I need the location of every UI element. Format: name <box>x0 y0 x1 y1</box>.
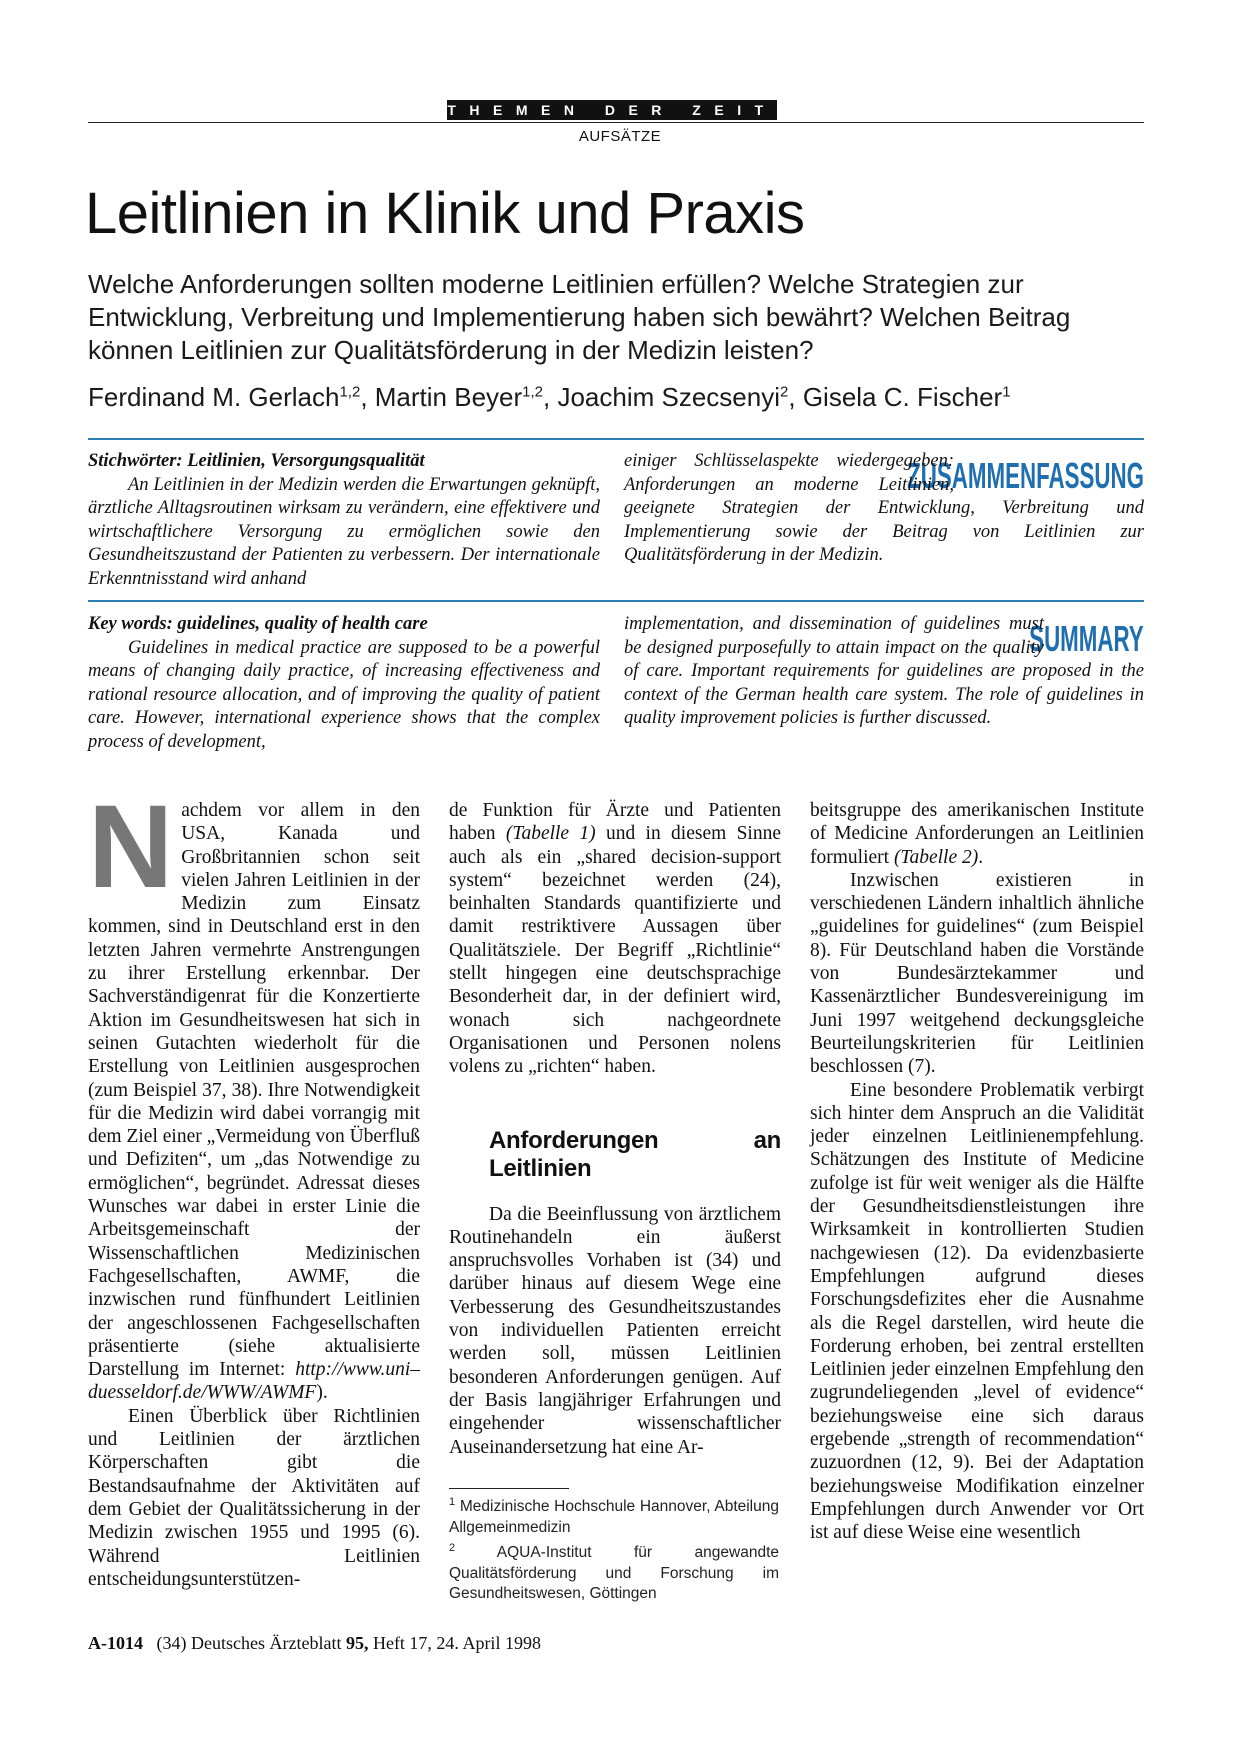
page-footer <box>88 1633 541 1654</box>
journal-name: Deutsches Ärzteblatt <box>191 1633 342 1653</box>
abstract-de-col1 <box>88 450 600 591</box>
footnote-rule <box>449 1488 569 1489</box>
abstract-en-text: Guidelines in medical practice are supposed to be a powerful means of changing daily practice, of increasing effectiveness and rational resource allocation, and of improving the quality of patient care. However, international experience shows that the complex process of development, <box>88 637 600 752</box>
label-spacer <box>954 450 1144 494</box>
page-number-paren: (34) <box>156 1633 187 1653</box>
page-number: A-1014 <box>88 1633 143 1653</box>
paragraph: Einen Überblick über Richtlinien und Leitlinien der ärztlichen Körperschaften gibt die Bestandsaufnahme der Aktivitäten auf dem Gebiet der Qualitätssicherung in der Medizin zwischen 1955 und 1995 (6). Während Leitlinien entscheidungsunterstützen- <box>88 1405 420 1590</box>
abstract-rule-top <box>88 438 1144 440</box>
section-heading: Anforderungen an Leitlinien <box>489 1126 781 1182</box>
abstract-de-keywords: Stichwörter: Leitlinien, Versorgungsqualität <box>88 451 425 471</box>
abstract-en-text-cont: implementation, and dissemination of guidelines must be designed purposefully to attain impact on the quality of care. Important requirements for guidelines are proposed in the context of the German health care system. The role of guidelines in quality improvement policies is further discussed. <box>624 614 1144 728</box>
paragraph-cont: . <box>978 846 984 868</box>
body-column-2 <box>449 799 781 1459</box>
author-affiliation: 1,2 <box>339 383 361 401</box>
paragraph: Eine besondere Problematik verbirgt sich hinter dem Anspruch an die Validität jeder einzelnen Leitlinienempfehlung. Schätzungen des Institute of Medicine zufolge ist für weit weniger als die Hälfte der Gesundheitsdienstleistungen ihre Wirksamkeit in kontrollierten Studien nachgewiesen (12). Da evidenzbasierte Empfehlungen aufgrund dieses Forschungsdefizites eher die Ausnahme als die Regel darstellen, wird heute die Forderung erhoben, bei zentral erstellten Leitlinien jeder einzelnen Empfehlung den zugrundeliegenden „level of evidence“ beziehungsweise eine sich daraus ergebende „strength of recommendation“ zuzuordnen (12, 9). Bei der Adaptation beziehungsweise Modifikation einzelner Empfehlungen durch Anwender vor Ort ist auf diese Weise eine wesentlich <box>810 1079 1144 1544</box>
abstract-de-text: An Leitlinien in der Medizin werden die Erwartungen geknüpft, ärztliche Alltagsroutinen wirksam zu verändern, eine effektivere und wirtschaftlichere Versorgung zu ermöglichen sowie den Gesundheitszustand der Patienten zu verbessern. Der internationale Erkenntnisstand wird anhand <box>88 474 600 589</box>
author-name: Gisela C. Fischer <box>802 382 1003 412</box>
footnote: $^2$ AQUA-Institut für angewandte Qualitätsförderung und Forschung im Gesundheitswesen, Göttingen <box>449 1542 779 1603</box>
table-ref: (Tabelle 1) <box>505 823 596 845</box>
paragraph: de Funktion für Ärzte und Patienten haben <box>449 800 781 845</box>
footnote: $^1$ Medizinische Hochschule Hannover, Abteilung Allgemeinmedizin <box>449 1496 779 1536</box>
article-title: Leitlinien in Klinik und Praxis <box>85 181 805 246</box>
summary-label: SUMMARY <box>1029 618 1144 659</box>
journal-issue: Heft 17, 24. April 1998 <box>372 1633 541 1653</box>
author-affiliation: 2 <box>780 383 789 401</box>
article-lead: Welche Anforderungen sollten moderne Leitlinien erfüllen? Welche Strategien zur Entwicklung, Verbreitung und Implementierung haben sich bewährt? Welchen Beitrag können Leitlinien zur Qualitätsförderung in der Medizin leisten? <box>88 269 1071 365</box>
label-spacer <box>1044 613 1144 657</box>
abstract-en-col2 <box>624 613 1144 731</box>
author-name: Ferdinand M. Gerlach <box>88 382 340 412</box>
paragraph-end: ). <box>316 1382 328 1404</box>
author-name: Joachim Szecsenyi <box>557 382 781 412</box>
abstract-de-col2 <box>624 450 1144 568</box>
abstract-de-text-cont: einiger Schlüsselaspekte wiedergegeben: Anforderungen an moderne Leitlinien, geeignete Strategien der Entwicklung, Verbreitung und Implementierung sowie der Beitrag von Leitlinien zur Qualitätsförderung in der Medizin. <box>624 451 1144 565</box>
author-line: Ferdinand M. Gerlach$^{1,2}$, Martin Beyer$^{1,2}$, Joachim Szecsenyi$^2$, Gisela C. Fischer$^1$ <box>88 382 1011 412</box>
abstract-en-keywords: Key words: guidelines, quality of health care <box>88 614 428 634</box>
paragraph: Inzwischen existieren in verschiedenen Ländern inhaltlich ähnliche „guidelines for guidelines“ (zum Beispiel 8). Für Deutschland haben die Vorstände von Bundesärztekammer und Kassenärztlicher Bundesvereinigung im Juni 1997 weitgehend deckungsgleiche Beurteilungskriterien für Leitlinien beschlossen (7). <box>810 869 1144 1078</box>
author-affiliation: 1,2 <box>522 383 544 401</box>
journal-volume: 95, <box>345 1633 369 1653</box>
section-banner: THEMEN DER ZEIT <box>447 102 777 118</box>
body-column-1 <box>88 781 420 1591</box>
paragraph: achdem vor allem in den USA, Kanada und Großbritannien schon seit vielen Jahren Leitlinien in der Medizin zum Einsatz kommen, sind in Deutschland erst in den letzten Jahren vermehrte Anstrengungen zu ihrer Erstellung erkennbar. Der Sachverständigenrat für die Konzertierte Aktion im Gesundheitswesen hat sich in seinen Gutachten wiederholt für die Erstellung von Leitlinien ausgesprochen (zum Beispiel 37, 38). Ihre Notwendigkeit für die Medizin wird dabei vorrangig mit dem Ziel einer „Vermeidung von Überfluß und Defiziten“, um „das Notwendige zu ermöglichen“, begründet. Adressat dieses Wunsches war dabei in erster Linie die Arbeitsgemeinschaft der Wissenschaftlichen Medizinischen Fachgesellschaften, AWMF, die inzwischen rund fünfhundert Leitlinien der angeschlossenen Fachgesellschaften präsentierte (siehe aktualisierte Darstellung im Internet: <box>88 800 420 1381</box>
drop-cap: N <box>88 781 174 913</box>
paragraph: Da die Beeinflussung von ärztlichem Routinehandeln ein äußerst anspruchsvolles Vorhaben ist (34) und darüber hinaus auf diesem Wege eine Verbesserung des Gesundheitszustandes von individuellen Patienten erreicht werden soll, müssen Leitlinien besonderen Anforderungen genügen. Auf der Basis langjähriger Erfahrungen und eingehender wissenschaftlicher Auseinandersetzung hat eine Ar- <box>449 1203 781 1458</box>
abstract-en-col1 <box>88 613 600 754</box>
author-affiliation: 1 <box>1002 383 1011 401</box>
awmf-url: http://www.uni–duesseldorf.de/WWW/AWMF <box>88 1359 420 1404</box>
paragraph-cont: und in diesem Sinne auch als ein „shared decision-support system“ bezeichnet werden (24), beinhalten Standards quantifizierte und damit restriktivere Aussagen über Qualitätsziele. Der Begriff „Richtlinie“ stellt hingegen eine deutschsprachige Besonderheit dar, in der definiert wird, wonach sich nachgeordnete Organisationen und Personen nolens volens zu „richten“ haben. <box>449 823 781 1078</box>
section-subtitle: AUFSÄTZE <box>578 128 662 145</box>
zusammenfassung-label: ZUSAMMENFASSUNG <box>907 455 1144 496</box>
paragraph: beitsgruppe des amerikanischen Institute of Medicine Anforderungen an Leitlinien formuliert <box>810 800 1144 868</box>
abstract-rule-middle <box>88 600 1144 602</box>
body-column-3 <box>810 799 1144 1545</box>
footnotes <box>449 1492 779 1605</box>
table-ref: (Tabelle 2) <box>893 846 979 868</box>
top-rule <box>88 122 1144 123</box>
author-name: Martin Beyer <box>374 382 523 412</box>
